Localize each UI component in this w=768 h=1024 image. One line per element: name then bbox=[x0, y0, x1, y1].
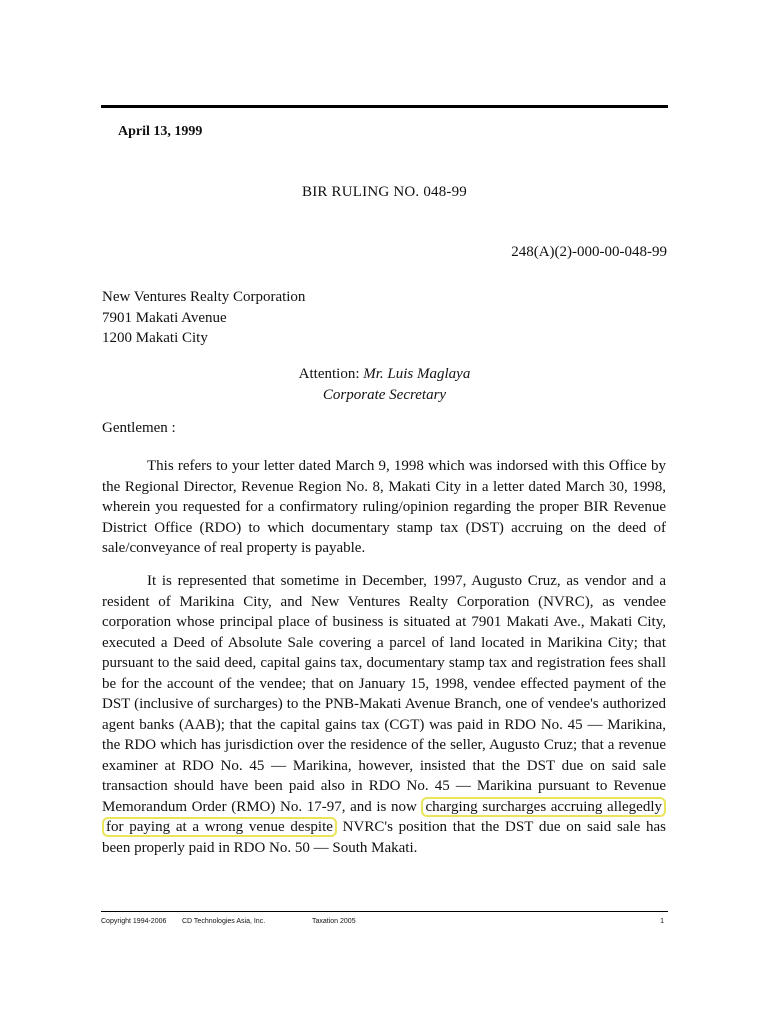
attention-label: Attention: bbox=[298, 366, 360, 382]
ruling-title: BIR RULING NO. 048-99 bbox=[301, 184, 468, 200]
reference-number: 248(A)(2)-000-00-048-99 bbox=[511, 244, 667, 260]
address-line: 7901 Makati Avenue bbox=[102, 309, 227, 326]
attention-title: Corporate Secretary bbox=[322, 386, 447, 403]
salutation: Gentlemen : bbox=[102, 420, 176, 436]
address-line: 1200 Makati City bbox=[102, 330, 208, 346]
body-paragraph-2 bbox=[102, 571, 666, 858]
address-line: New Ventures Realty Corporation bbox=[102, 289, 306, 305]
paragraph-text: It is represented that sometime in December, 1997, Augusto Cruz, as vendor and a resident of Marikina City, and New Ventures Realty Corporation (NVRC), as vendee corporation whose principal place of business is situated at 7901 Makati Ave., Makati City, executed a Deed of Absolute Sale covering a parcel of land located in Marikina City; that pursuant to the said deed, capital gains tax, documentary stamp tax and registration fees shall be for the account of the vendee; that on January 15, 1998, vendee effected payment of the DST (inclusive of surcharges) to the PNB-Makati Avenue Branch, one of vendee's authorized agent banks (AAB); that the capital gains tax (CGT) was paid in RDO No. 45 — Marikina, the RDO which has jurisdiction over the residence of the seller, Augusto Cruz; that a revenue examiner at RDO No. 45 — Marikina, however, insisted that the DST due on said sale transaction should have been paid also in RDO No. 45 — Marikina pursuant to Revenue Memorandum Order (RMO) No. 17-97, and is now bbox=[102, 573, 666, 815]
header-rule bbox=[101, 105, 668, 108]
recipient-address bbox=[102, 287, 305, 349]
highlighted-text[interactable]: charging surcharges accruing allegedly for paying at a wrong venue despite bbox=[102, 797, 666, 838]
attention-name: Mr. Luis Maglaya bbox=[363, 366, 471, 382]
footer-copyright: Copyright 1994-2006 bbox=[101, 918, 167, 925]
letter-date: April 13, 1999 bbox=[118, 124, 203, 139]
attention-block bbox=[101, 364, 668, 405]
footer-product: Taxation 2005 bbox=[312, 918, 356, 925]
page-number: 1 bbox=[660, 918, 664, 925]
footer-company: CD Technologies Asia, Inc. bbox=[182, 918, 266, 925]
body-paragraph-1: This refers to your letter dated March 9, 1998 which was indorsed with this Office by the Regional Director, Revenue Region No. 8, Makati City in a letter dated March 30, 1998, wherein you requested for a confirmatory ruling/opinion regarding the proper BIR Revenue District Office (RDO) to which documentary stamp tax (DST) accruing on the deed of sale/conveyance of real property is payable. bbox=[102, 458, 666, 556]
footer-rule bbox=[101, 911, 668, 912]
paragraph-text: NVRC's position that the DST due on said sale has been properly paid in RDO No. 50 — South Makati. bbox=[102, 819, 667, 856]
